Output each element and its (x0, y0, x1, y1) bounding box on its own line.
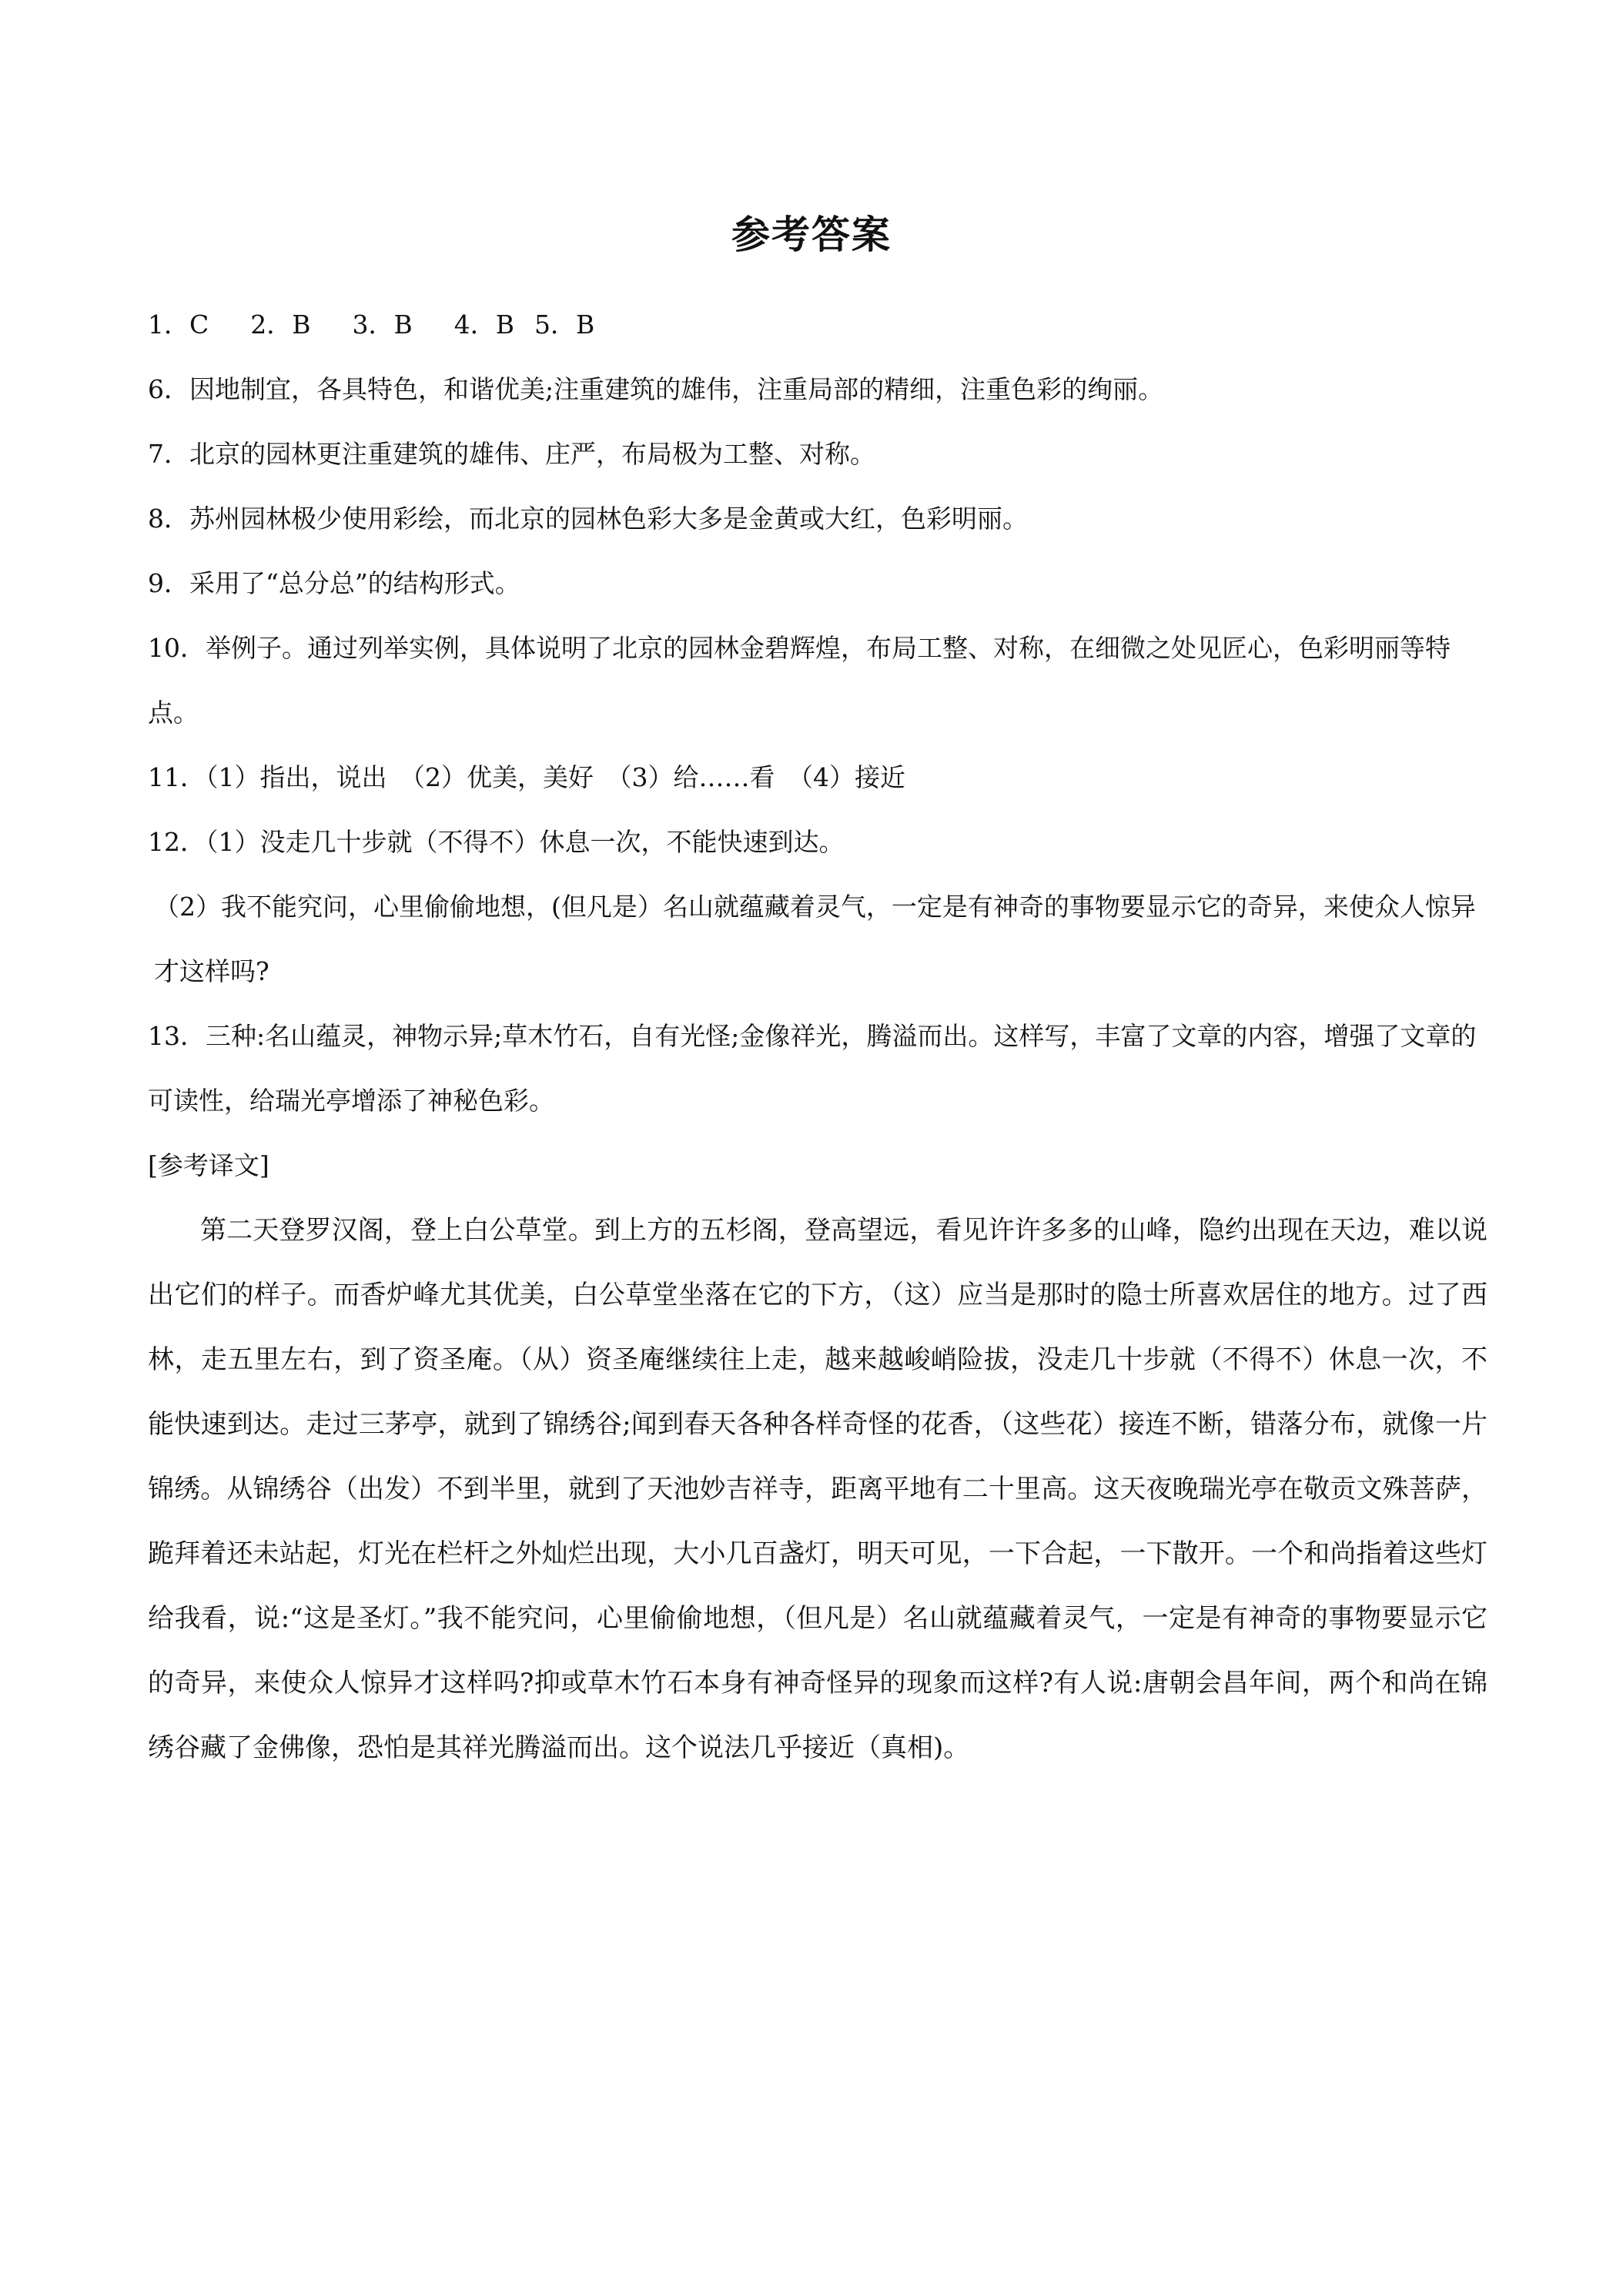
page-title: 参考答案 (731, 213, 892, 257)
answer-5: 5．B (534, 310, 595, 340)
answer-4: 4．B (453, 310, 514, 340)
answer-1: 1．C (148, 310, 209, 340)
translation-heading: [参考译文] (148, 1150, 269, 1180)
answer-8: 8．苏州园林极少使用彩绘，而北京的园林色彩大多是金黄或大红，色彩明丽。 (148, 504, 1028, 534)
answer-11: 11．（1）指出，说出 （2）优美，美好 （3）给……看 （4）接近 (148, 762, 905, 792)
answer-10: 10．举例子。通过列举实例，具体说明了北京的园林金碧辉煌，布局工整、对称，在细微之处见匠心，色彩明丽等特点。 (148, 633, 1451, 728)
answer-content (148, 293, 1487, 1780)
answer-12-part-2: （2）我不能究问，心里偷偷地想，(但凡是）名山就蕴藏着灵气，一定是有神奇的事物要显示它的奇异，来使众人惊异才这样吗? (154, 892, 1476, 986)
answer-3: 3．B (352, 310, 413, 340)
answer-row-1-5 (148, 293, 1487, 357)
answer-2: 2．B (250, 310, 311, 340)
answer-9: 9．采用了“总分总”的结构形式。 (148, 568, 520, 598)
answer-6: 6．因地制宜，各具特色，和谐优美;注重建筑的雄伟，注重局部的精细，注重色彩的绚丽。 (148, 374, 1164, 404)
translation-body: 第二天登罗汉阁，登上白公草堂。到上方的五杉阁，登高望远，看见许许多多的山峰，隐约出现在天边，难以说出它们的样子。而香炉峰尤其优美，白公草堂坐落在它的下方，（这）应当是那时的隐士所喜欢居住的地方。过了西林，走五里左右，到了资圣庵。（从）资圣庵继续往上走，越来越峻峭险拔，没走几十步就（不得不）休息一次，不能快速到达。走过三茅亭，就到了锦绣谷;闻到春天各种各样奇怪的花香，（这些花）接连不断，错落分布，就像一片锦绣。从锦绣谷（出发）不到半里，就到了天池妙吉祥寺，距离平地有二十里高。这天夜晚瑞光亭在敬贡文殊菩萨，跪拜着还未站起，灯光在栏杆之外灿烂出现，大小几百盏灯，明天可见，一下合起，一下散开。一个和尚指着这些灯给我看，说:“这是圣灯。”我不能究问，心里偷偷地想，（但凡是）名山就蕴藏着灵气，一定是有神奇的事物要显示它的奇异，来使众人惊异才这样吗?抑或草木竹石本身有神奇怪异的现象而这样?有人说:唐朝会昌年间，两个和尚在锦绣谷藏了金佛像，恐怕是其祥光腾溢而出。这个说法几乎接近（真相)。 (148, 1215, 1487, 1763)
answer-12-part-1: 12．（1）没走几十步就（不得不）休息一次，不能快速到达。 (148, 827, 845, 857)
answer-7: 7．北京的园林更注重建筑的雄伟、庄严，布局极为工整、对称。 (148, 439, 875, 469)
answer-13: 13．三种:名山蕴灵，神物示异;草木竹石，自有光怪;金像祥光，腾溢而出。这样写，丰富了文章的内容，增强了文章的可读性，给瑞光亭增添了神秘色彩。 (148, 1021, 1477, 1116)
